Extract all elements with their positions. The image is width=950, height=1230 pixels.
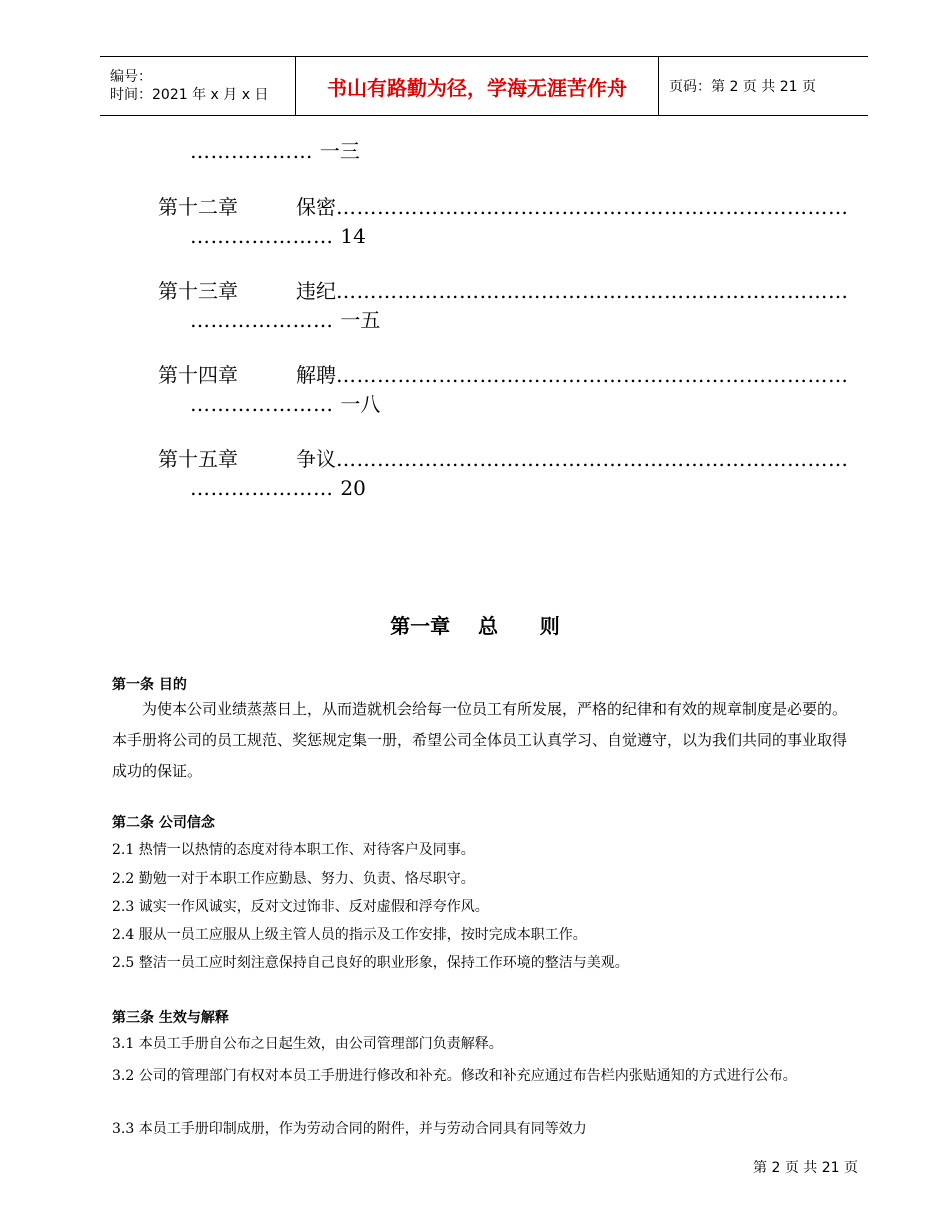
page-label: 页码：第 2 页 共 21 页 bbox=[669, 79, 816, 95]
header-page-cell bbox=[659, 57, 868, 115]
toc-entry-page-line bbox=[190, 224, 366, 248]
toc-entry-page-line bbox=[190, 392, 380, 416]
toc-dots: ………………………………………………………………… bbox=[336, 279, 849, 303]
code-label: 编号： bbox=[110, 69, 152, 85]
list-item: 2.1 热情一以热情的态度对待本职工作、对待客户及同事。 bbox=[112, 842, 475, 858]
article-body: 为使本公司业绩蒸蒸日上，从而造就机会给每一位员工有所发展，严格的纪律和有效的规章制度是必要的。本手册将公司的员工规范、奖惩规定集一册，希望公司全体员工认真学习、自觉遵守，以为我们共同的事业取得成功的保证。 bbox=[112, 700, 848, 780]
chapter-title: 第一章 总 则 bbox=[390, 614, 560, 638]
article-title: 第一条 目的 bbox=[112, 677, 187, 693]
toc-page-number: 一三 bbox=[319, 139, 360, 163]
toc-page-number: 20 bbox=[340, 476, 366, 500]
toc-page-number: 一八 bbox=[340, 392, 381, 416]
toc-entry[interactable] bbox=[158, 363, 849, 387]
list-item: 3.1 本员工手册自公布之日起生效，由公司管理部门负责解释。 bbox=[112, 1036, 503, 1052]
toc-entry-page-line bbox=[190, 308, 380, 332]
toc-entry[interactable] bbox=[158, 279, 849, 303]
toc-chapter-number: 第十三章 bbox=[158, 279, 238, 303]
toc-entry[interactable] bbox=[158, 447, 849, 471]
page-footer: 第 2 页 共 21 页 bbox=[753, 1160, 858, 1176]
toc-dots: ………………………………………………………………… bbox=[336, 363, 849, 387]
toc-dots: ………………… bbox=[190, 392, 341, 416]
header-meta bbox=[100, 57, 296, 115]
article-title: 第二条 公司信念 bbox=[112, 815, 215, 831]
list-item: 2.4 服从一员工应服从上级主管人员的指示及工作安排，按时完成本职工作。 bbox=[112, 927, 587, 943]
list-item: 2.3 诚实一作风诚实，反对文过饰非、反对虚假和浮夸作风。 bbox=[112, 899, 489, 915]
toc-entry-page-line bbox=[190, 476, 366, 500]
list-item: 3.3 本员工手册印制成册，作为劳动合同的附件，并与劳动合同具有同等效力 bbox=[112, 1121, 587, 1137]
toc-continuation bbox=[190, 139, 360, 163]
motto: 书山有路勤为径，学海无涯苦作舟 bbox=[327, 75, 627, 100]
time-label: 时间：2021 年 x 月 x 日 bbox=[110, 87, 269, 103]
toc-page-number: 14 bbox=[340, 224, 366, 248]
toc-chapter-title: 解聘 bbox=[296, 363, 336, 387]
toc-chapter-title: 违纪 bbox=[296, 279, 336, 303]
toc-chapter-title: 保密 bbox=[296, 195, 336, 219]
toc-dots: ………………………………………………………………… bbox=[336, 195, 849, 219]
toc-dots: ………………… bbox=[190, 224, 341, 248]
toc-dots: ………………………………………………………………… bbox=[336, 447, 849, 471]
list-item: 3.2 公司的管理部门有权对本员工手册进行修改和补充。修改和补充应通过布告栏内张贴通知的方式进行公布。 bbox=[112, 1068, 797, 1084]
toc-dots: ……………… bbox=[190, 139, 320, 163]
list-item: 2.2 勤勉一对于本职工作应勤恳、努力、负责、恪尽职守。 bbox=[112, 871, 475, 887]
article-title: 第三条 生效与解释 bbox=[112, 1010, 229, 1026]
toc-dots: ………………… bbox=[190, 476, 341, 500]
toc-chapter-number: 第十五章 bbox=[158, 447, 238, 471]
toc-entry[interactable] bbox=[158, 195, 849, 219]
toc-page-number: 一五 bbox=[340, 308, 381, 332]
toc-dots: ………………… bbox=[190, 308, 341, 332]
header-motto-cell bbox=[296, 57, 659, 115]
toc-chapter-title: 争议 bbox=[296, 447, 336, 471]
toc-chapter-number: 第十四章 bbox=[158, 363, 238, 387]
list-item: 2.5 整洁一员工应时刻注意保持自己良好的职业形象，保持工作环境的整洁与美观。 bbox=[112, 955, 629, 971]
page-header bbox=[100, 56, 868, 116]
toc-chapter-number: 第十二章 bbox=[158, 195, 238, 219]
